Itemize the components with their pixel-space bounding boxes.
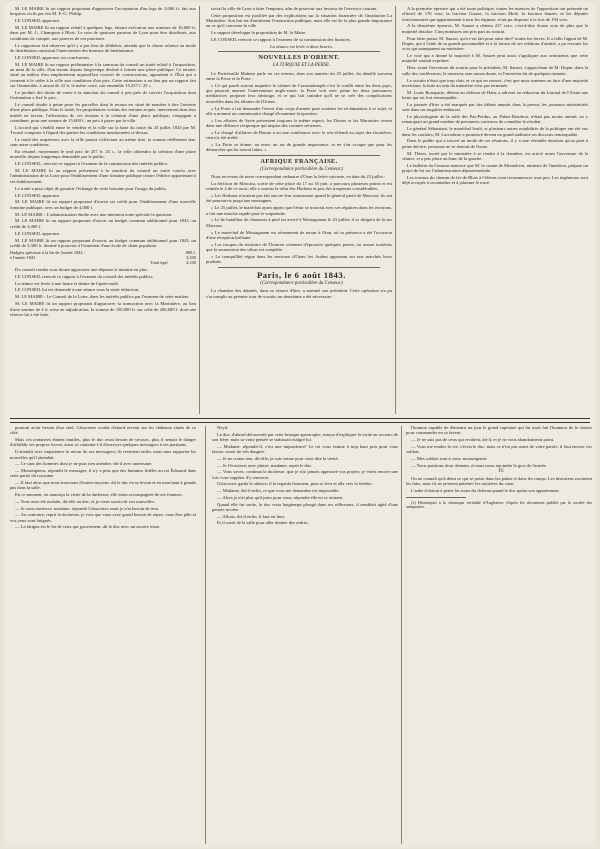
column-rule [401, 426, 402, 844]
paragraph: « La Porte a fait demander l'envoi d'un corps d'armée pour soutenir les réclamations à ce sujet, et elle a nommé un commissaire chargé d'examiner la question. [206, 105, 392, 116]
table-cell: à l'année 1843 [10, 254, 36, 260]
paragraph: M. LE MAIRE lit un rapport proposant d'ouvrir un budget commun additionnel pour 1843, un crédit de 3,400 f. [10, 218, 196, 229]
paragraph: — Madame, dit-il enfin, ce que vous me demandez est impossible. [217, 488, 340, 494]
paragraph: Le bulletin du Censeur annonce que M. le comte de Montalivet, ministre de l'intérieur, prépare un projet de loi sur l'administration départementale. [402, 162, 588, 174]
news-column-2 [206, 6, 392, 416]
paragraph: La séance est levée à deux heures. [270, 44, 333, 50]
paragraph: — Je vous remercie, madame, répondit Gloucester, mais je n'ai besoin de rien. [15, 505, 160, 511]
paragraph: M. LE MAIRE lit un rapport proposant d'ouvrir un crédit pour l'établissement d'une nouvelle fontaine publique, avec un budget de 4,000 f. [10, 199, 196, 210]
paragraph: « Le 6e bataillon de chasseurs à pied est arrivé à Mostaganem le 23 juillet; il se dirigera de là sur Mascara. [206, 217, 392, 228]
section-rule [218, 51, 380, 52]
paragraph: M. LE MAIRE lit un rapport relatif à quelques legs, faisant exécution aux sommes de 10,600 fr. dans par M. G. Champion à Blois. Le soin de quatorze pauvres de Lyon pour être distribués, aux conditions de compte, aux pauvres de ces paroisses. [10, 25, 196, 41]
paragraph: On ne connaît qu'à demi ce qui se passe dans les palais et dans les camps. Les historiens racontent les faits, mais ils ne peuvent pénétrer les mystères du cœur. [406, 476, 592, 487]
paragraph: Pour faire passer M. Sauzet, qu'a-t-on fait pour ainsi dire? toutes les forces. Il a fallu l'appui de M. Dupin, qui à l'aide de sa grande personnalité et à la faveur de ses relations d'amitié, a pu recruter les voix qui manquaient au ministère. [402, 35, 588, 52]
paragraph: Les travaux du chemin de fer de Blois à Orléans vont recommencer sous peu. Les ingénieurs sont déjà occupés à reconnaître et à jalonner le tracé. [402, 175, 588, 186]
paragraph: Et il sortit de la salle pour aller donner des ordres. [217, 520, 309, 526]
paragraph: — Madame, répondit-il, c'est une imprudence! Le roi vous estime à trop haut prix pour vous laisser courir de tels dangers. [212, 443, 398, 455]
paragraph: Le rapporteur fait observer qu'il y a pas lieu de délibérer, attendu que la clause relative au mode de distribution consistait l'intervention des bureaux de bienfaisance. [10, 42, 196, 53]
news-column-3 [402, 6, 588, 416]
section-heading-afrique: AFRIQUE FRANÇAISE. [260, 157, 338, 165]
paragraph: Le Portefeuille Maltese parle en ces termes, dans son numéro du 25 juillet, du démêlé survenu entre la Perse et la Porte : [206, 70, 392, 81]
paragraph: « Le 25 juillet, le maréchal ayant appris que l'émir se trouvait avec ses réguliers dans les environs, a fait une marche rapide pour le surprendre. [206, 205, 392, 216]
paragraph: En résumé, moyennant le seul prix de 257 fr. 25 c., la ville obtiendra la création d'une place nouvelle, depuis longtemps demandée par le public. [10, 149, 196, 160]
paragraph: Le traité des acquéreurs avec la ville pourra s'effectuer au même titre, la somme réellement due, sans autre conditions. [10, 136, 196, 148]
paragraph: Neyil. [217, 425, 229, 430]
feuilleton-section [10, 425, 590, 845]
paragraph: En ce moment, on annonça la visite de la duchesse; elle entra accompagnée de ses femmes. [15, 492, 183, 498]
section-subheading: LA TURQUIE ET LA PERSE. [272, 63, 331, 69]
paragraph: A la deuxième épreuve, M. Sauzet a obtenu 227 voix, c'est-à-dire douze voix de plus que la majorité absolue. Cinq ministres ont pris part au scrutin. [402, 23, 588, 34]
paragraph: La journée d'hier a été marquée par des débats animés dans la presse; les journaux ministériels sont dans un singulier embarras. [402, 101, 588, 113]
paragraph: Du conseil vendra sous douze approuver une dépense si minime en plus. [15, 266, 149, 272]
feuilleton-column-2 [212, 425, 398, 845]
paragraph: Le traité a pour objet de garantir l'échange de cette fontaine pour l'usage du public. [15, 185, 168, 191]
paragraph: La séance est levée à une heure et demie de l'après-midi. [15, 280, 120, 286]
paragraph: — La fatigue est le lot de ceux qui gouvernent, dit le duc avec un sourire triste. [15, 524, 161, 530]
paragraph: LE CONSEIL lui est demandé à une séance sous la seule réduction. [15, 287, 140, 293]
paragraph: — Je ne crains rien, dit-elle; je suis venue pour vous dire la vérité. [217, 455, 339, 461]
paragraph: L'aube éclairait à peine les tours du château quand le duc quitta son appartement. [411, 488, 560, 494]
paragraph: Dans le public qui a trouvé un mode de ces réunions, il y a une véritable émotion qu'on peut à peine décrire; personne ne se doutait de l'issue. [402, 138, 588, 149]
table-cell: Budgets spéciaux à la fin de l'année 1842 : [10, 249, 85, 255]
paragraph: LE CONSEIL approuve. [15, 18, 61, 24]
paragraph: A la première épreuve qui a été toute politique, toutes les nuances de l'opposition ont présenté un effectif de 176 voix; la fraction Guizot, la fraction Molé, la fraction Sauzet, et les députés fonctionnaires qui appartiennent à tous les régimes, n'ont pu disposer à la fois de 194 voix. [402, 6, 588, 22]
newspaper-page [4, 2, 596, 847]
table-row [10, 260, 196, 265]
paragraph: LE CONSEIL approuve. [15, 230, 61, 236]
paragraph: Le vote qui a donné la majorité à M. Sauzet peut aussi s'appliquer aux sentiments que cette majorité voulait exprimer. [402, 53, 588, 64]
column-rule [205, 426, 206, 844]
paragraph: — Mes soldats sont à vous, monseigneur. [411, 455, 488, 461]
news-column-1 [10, 6, 196, 416]
paragraph: — Vous me rendez la vie, s'écria le duc; mais ce n'est pas assez de votre parole, il faut encore vos soldats. [406, 443, 592, 455]
section-rule [218, 155, 380, 156]
paragraph: « Le maréchal de Mostaganem est récemment de retour à Oran, où sa présence a été l'occasion d'une réception brillante. [206, 229, 392, 240]
paragraph: — Nous partirons donc demain, et nous irons rejoindre le gros de l'armée. [411, 462, 547, 468]
paragraph: Nous recevons de notre correspondant ordinaire d'Oran la lettre suivante, en date du 25 juillet : [211, 173, 386, 179]
news-columns [10, 6, 590, 416]
paragraph: — Allons, dit-il enfin, il faut en finir. [217, 513, 286, 519]
paragraph: « Le chargé d'affaires de Russie a eu une conférence avec le reis-effendi au sujet des frontières; rien n'a été arrêté. [206, 129, 392, 141]
paragraph: Le produit des droits de vente à la sanction du conseil à peu près de couvrir l'acquisition dont l'estimation a fixé le prix. [10, 89, 196, 101]
paragraph: Mais ces tentatives étaient inutiles, plus le duc avait besoin de secours, plus il sentait le danger d'affaiblir ses propres forces; aussi se contenta-t-il d'envoyer quelques messagers à ses partisans. [10, 437, 196, 448]
amount: 15,257 f. 25 c. [125, 82, 152, 88]
section-heading-orient: NOUVELLES D'ORIENT. [258, 54, 340, 62]
paragraph: M. LE MAIRE lit un rapport proposant d'approuver l'acceptation d'un legs de 3,000 fr. fait aux hospices civils par feu M. F.-G. Phillip. [10, 6, 196, 17]
column-rule [199, 6, 200, 414]
paragraph: LE CONSEIL renvoie ce rapport à l'examen du conseil des intérêts publics. [15, 273, 154, 279]
paragraph: pourrait avoir besoin d'un chef, Gloucester voulut d'abord revenir sur les châteaux situés de ce côté. [10, 425, 196, 436]
paragraph: M. LE MAIRE lit un rapport proposant d'approuver la transaction avec la Martinière, au lieu d'une somme de 4 fr. mise en adjudication, la somme de 100,000 fr. sur celle de 200,000 f. dont une réserve lui a été faite. [10, 301, 196, 317]
feuilleton-column-1 [10, 425, 196, 845]
paragraph: « Ce qui paraît surtout inquiéter le cabinet de Constantinople c'est le conflit entre les deux pays, qui pourrait amener l'intervention anglo-russe; la Porte voit avec peine les deux puissances médiatrices proposer leur arbitrage, et ce qui fait craindre qu'il ne se crée des complications nouvelles dans les affaires de l'Orient. [206, 82, 392, 104]
table-cell: 800 f. [185, 249, 196, 255]
paragraph: Il attendit avec impatience le retour de ses messagers; ils revinrent enfin, mais sans rapporter les nouvelles qu'il attendait. [10, 449, 196, 460]
paragraph: « Les troupes du territoire de Tlemcen viennent d'éprouver quelques pertes; on assure toutefois que la soumission des tribus est complète. [206, 241, 392, 253]
paragraph: M. LE MAIRE : L'administration étudie avec une intention toute spéciale la question. [15, 211, 173, 217]
feuilleton-divider [10, 418, 590, 423]
paragraph: Gloucester garda le silence; il la regarda fixement, puis se leva et alla vers la fenêtre. [217, 481, 373, 487]
paragraph: LE CONSEIL, renvoie ce rapport à l'examen de la commission des intérêts publics. [15, 161, 169, 167]
table-cell: Total égal [150, 259, 168, 265]
paragraph: — Il faut alors que nous trouvions d'autres moyens, dit le duc en se levant et en marchant à grands pas dans la salle. [10, 480, 196, 491]
paragraph: — Au contraire, reprit la duchesse, je vois que vous avez grand besoin de repos; vous êtes pâle et vos yeux sont fatigués. [10, 512, 196, 523]
paragraph: M. LE MAIRE lit un rapport préliminaire à la sanction du conseil un traité relatif à l'acquisition, au nom de la ville, d'un terrain depuis long-temps destiné à former une place publique. Ce terrain, situé au milieu d'un emplacement aujourd'hui couvert de constructions, appartient à l'État qui a consenti à le céder à la ville aux conditions d'un prix. Cette estimation a eu lieu par un rapport fait sur l'immeuble, à raison de 22 fr. le mètre carré, soit ensemble 15,257 f. 25 c. [10, 61, 196, 88]
section-subheading: (Correspondance particulière du Censeur.) [260, 281, 343, 287]
paragraph: LE CONSEIL approuve. [15, 192, 61, 198]
paragraph: M. Louis Bonaparte, détenu au château de Ham, a adressé au rédacteur du Journal de l'Aisne une lettre qui est fort remarquable. [402, 89, 588, 101]
paragraph: Hier, avant l'ouverture du scrutin pour le président, M. Sauzet, s'approchant de M. Dupin, dans la salle des conférences, le remercia sans aucun doute, et l'entretien fut de quelques instants. [402, 65, 588, 76]
paragraph: — Je l'écouterai avec plaisir, madame, reprit le duc. [217, 462, 313, 468]
chapter-number: IV. [498, 469, 505, 475]
paragraph: L'accord qui s'établit entre le vendeur et la ville sur la base du traité du 23 juillet 1843 par M. Trouvé comporte à l'égard des parties les conditions mentionnées ci-dessus. [10, 124, 196, 135]
paragraph: La division de Mascara, sortie de cette place du 17 au 18 juin, a parcouru plusieurs points et est rentrée le 2 de ce mois; elle a soumis la tribu des Hachem et pris des troupeaux considérables. [206, 180, 392, 192]
paragraph: Le scrutin n'était que trop clair, et ce qui en ressort, c'est que nous sommes en face d'une majorité incertaine; la lutte au sein du ministère n'est pas terminée. [402, 77, 588, 88]
paragraph: Le général Sébastiani, le maréchal Soult, et plusieurs autres notabilités de la politique ont été vus dans les couloirs; M. Lacordaire a prononcé devant un grand auditoire un discours remarquable. [402, 126, 588, 137]
section-subheading: (Correspondance particulière du Censeur.) [260, 166, 343, 172]
paragraph: — Alors je n'ai plus qu'à prier pour vous, répondit-elle en se retirant. [217, 494, 344, 500]
paragraph: LE CONSEIL renvoie ce rapport à l'examen de sa commission des finances. [211, 37, 351, 43]
footnote: (1) Historiques à la chronique véritable d'Angleterre, d'après les documents publiés par la société des antiquaires. [406, 499, 592, 510]
paragraph: Le duc, d'abord déconcerté par cette brusque apostrophe, essaya d'expliquer la visite au secours de son frère; mais sa vraie pensée se trahissait malgré lui. [212, 431, 398, 443]
paragraph: LE CONSEIL approuve ces conclusions. [15, 54, 91, 60]
feuilleton-column-3 [406, 425, 592, 845]
budget-table [10, 250, 196, 265]
paragraph: — Monseigneur, répondit le messager, il n'y a plus que des hommes fidèles au roi Édouard dans cette partie du royaume. [10, 467, 196, 479]
paragraph: Le conseil étudie à peine prise les parcelles dont le terrain est situé de manière à être l'assiette d'une place publique. Pour le traité, les propriétaires voisins des terrains acquis, intervenant dans leur intérêt en faveur, l'affectation de ces terrains à la création d'une place publique, s'engagent à contribuer, pour une somme de 15,600 f., au prix à payer par la ville. [10, 101, 196, 123]
paragraph: M. LE MAIRE lit un rapport présentant à la sanction du conseil un traité conclu avec l'administration de la Loire pour l'établissement d'une fontaine publique contre l'édifice appartenant à cet établissement. [10, 168, 196, 184]
paragraph: M. LE MAIRE lit un rapport proposant d'ouvrir, au budget commun additionnel pour 1843, un crédit de 3,300 fr. destiné à pourvoir à l'entretien d'une école de chant populaire. [10, 237, 196, 248]
table-cell: 3,300 [186, 254, 196, 260]
paragraph: M. LE MAIRE : Le Conseil de la Loire, dans les intérêts publics par l'examen de cette matière. [15, 294, 190, 300]
paragraph: M. Thiers, invité par le ministère à se rendre à la chambre, est arrivé avant l'ouverture de la séance, et a pris place au banc de la gauche. [402, 150, 588, 161]
paragraph: social la ville de Lyon à faire l'emprunt, afin de pourvoir aux besoins de l'exercice courant. [211, 6, 378, 11]
paragraph: — Ce sont des hommes dont je ne puis rien attendre, dit-il avec amertume. [15, 461, 153, 467]
paragraph: Quand elle fut sortie, le duc resta longtemps plongé dans ses réflexions; il semblait agité d'une pensée secrète. [212, 501, 398, 512]
paragraph: « Les Harbans n'avaient pas fait encore leur soumission quand le général partit de Mascara; ils ont été poursuivis jusqu'aux montagnes. [206, 193, 392, 204]
section-rule [218, 267, 380, 268]
footnote-rule [406, 497, 466, 498]
paragraph: « La tranquillité règne dans les environs d'Oran; les Arabes apportent sur nos marchés leurs produits. [206, 253, 392, 265]
paragraph: — Je ne suis pas de ceux qui reculent, dit-il, et je ne vous abandonnerai point. [411, 437, 555, 443]
paragraph: — Vous avez été malade, dit-elle au duc, et je viens savoir de vos nouvelles. [15, 498, 156, 504]
paragraph: Cette proposition est justifiée par des explications sur la situation financière de l'institution La Martinière. Son but est d'entretenir l'instruction publique, mais elle est de la plus grande importance en ce qu'il concerne la ville. [206, 12, 392, 29]
table-cell: 4,100 [186, 259, 196, 265]
amount: 3,400 f. [27, 223, 42, 229]
paragraph: Le rapport développe la proposition de M. le Maire. [211, 30, 307, 36]
paragraph: — Vous savez, continua la duchesse, que je n'ai jamais approuvé vos projets; je viens encore une fois vous supplier d'y renoncer. [212, 469, 398, 480]
column-rule [395, 6, 396, 414]
paragraph: La chambre des députés, dans sa séance d'hier, a nommé son président. Cette opération n'a pu s'accomplir au premier tour de scrutin; un deuxième a été nécessaire. [206, 288, 392, 299]
paragraph: Le physiologiste de la salle des Pas-Perdus, au Palais-Bourbon, n'était pas moins animé; on y remarquait un grand nombre de personnes curieuses de connaître le résultat. [402, 114, 588, 125]
paragraph: l'homme capable de démentir un jour le grand capitaine qui lui avait fait l'honneur de le choisir pour commander en sa faveur. [406, 425, 592, 436]
dateline: Paris, le 6 août 1843. [256, 269, 347, 280]
paragraph: « La Porte se donne, au reste, un air de grande importance, et ne s'en occupe que pour les démarches qui lui seront faites. » [206, 142, 392, 153]
paragraph: « Les affaires de Syrie présentent toujours le même aspect; les Druses et les Maronites vivent dans une défiance réciproque qui inspire des craintes sérieuses. [206, 117, 392, 129]
